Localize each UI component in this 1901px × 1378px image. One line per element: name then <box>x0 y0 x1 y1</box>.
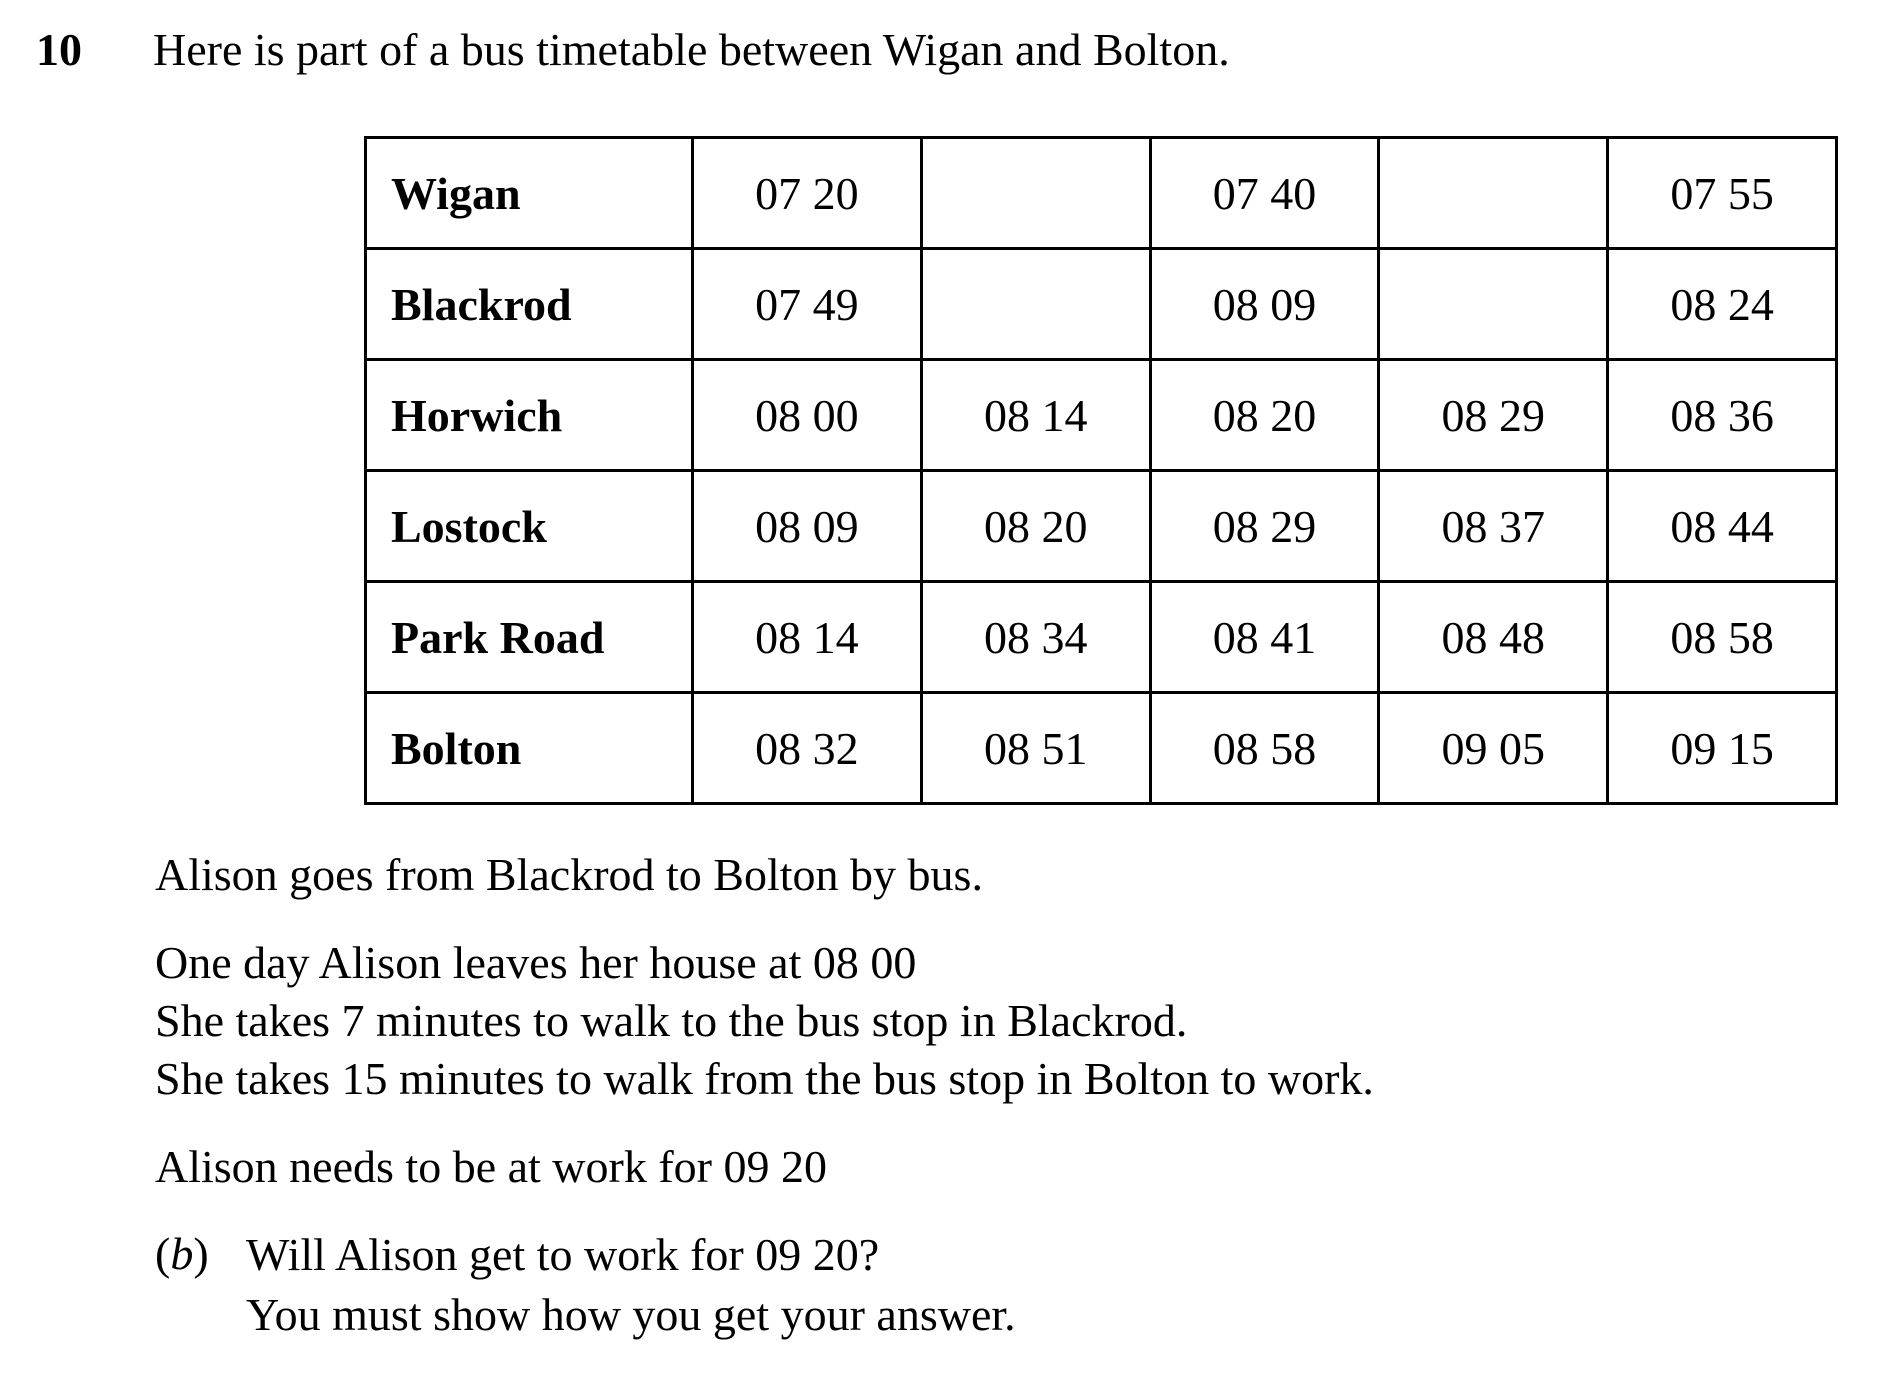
departure-time: 07 40 <box>1150 138 1379 249</box>
stop-name: Wigan <box>366 138 693 249</box>
body-line-1: Alison goes from Blackrod to Bolton by bus. <box>155 849 983 900</box>
departure-time: 07 49 <box>693 249 922 360</box>
departure-time <box>1379 138 1608 249</box>
departure-time: 08 41 <box>1150 582 1379 693</box>
departure-time: 08 29 <box>1150 471 1379 582</box>
departure-time: 08 58 <box>1150 693 1379 804</box>
departure-time: 08 09 <box>693 471 922 582</box>
departure-time: 08 29 <box>1379 360 1608 471</box>
departure-time: 08 14 <box>693 582 922 693</box>
departure-time <box>921 138 1150 249</box>
stop-name: Park Road <box>366 582 693 693</box>
departure-time: 08 20 <box>921 471 1150 582</box>
timetable-row <box>366 138 1837 249</box>
departure-time: 08 09 <box>1150 249 1379 360</box>
part-b-line-1: Will Alison get to work for 09 20? <box>246 1229 880 1280</box>
part-b-line-2: You must show how you get your answer. <box>246 1289 1016 1340</box>
departure-time: 08 44 <box>1608 471 1837 582</box>
timetable-body <box>366 138 1837 804</box>
departure-time: 09 15 <box>1608 693 1837 804</box>
timetable-row <box>366 249 1837 360</box>
departure-time: 08 48 <box>1379 582 1608 693</box>
question-number: 10 <box>36 24 82 75</box>
departure-time: 08 34 <box>921 582 1150 693</box>
departure-time: 08 00 <box>693 360 922 471</box>
bus-timetable <box>364 136 1838 805</box>
timetable-row <box>366 360 1837 471</box>
question-intro: Here is part of a bus timetable between Wigan and Bolton. <box>153 24 1230 75</box>
timetable-row <box>366 693 1837 804</box>
body-line-2: One day Alison leaves her house at 08 00 <box>155 937 917 988</box>
body-line-4: She takes 15 minutes to walk from the bus stop in Bolton to work. <box>155 1053 1374 1104</box>
timetable-row <box>366 582 1837 693</box>
departure-time: 08 37 <box>1379 471 1608 582</box>
departure-time <box>921 249 1150 360</box>
part-b-letter: b <box>170 1228 194 1279</box>
departure-time: 07 55 <box>1608 138 1837 249</box>
stop-name: Blackrod <box>366 249 693 360</box>
part-b-question <box>246 1225 1016 1345</box>
body-line-5: Alison needs to be at work for 09 20 <box>155 1141 827 1192</box>
departure-time: 08 51 <box>921 693 1150 804</box>
part-b-close: ) <box>193 1228 209 1279</box>
departure-time: 07 20 <box>693 138 922 249</box>
departure-time: 08 20 <box>1150 360 1379 471</box>
stop-name: Horwich <box>366 360 693 471</box>
departure-time: 08 14 <box>921 360 1150 471</box>
departure-time: 08 58 <box>1608 582 1837 693</box>
part-b-open: ( <box>155 1228 171 1279</box>
departure-time: 09 05 <box>1379 693 1608 804</box>
timetable-row <box>366 471 1837 582</box>
departure-time: 08 32 <box>693 693 922 804</box>
stop-name: Lostock <box>366 471 693 582</box>
departure-time: 08 24 <box>1608 249 1837 360</box>
body-line-3: She takes 7 minutes to walk to the bus stop in Blackrod. <box>155 995 1188 1046</box>
departure-time <box>1379 249 1608 360</box>
part-b-label <box>155 1225 209 1283</box>
stop-name: Bolton <box>366 693 693 804</box>
departure-time: 08 36 <box>1608 360 1837 471</box>
